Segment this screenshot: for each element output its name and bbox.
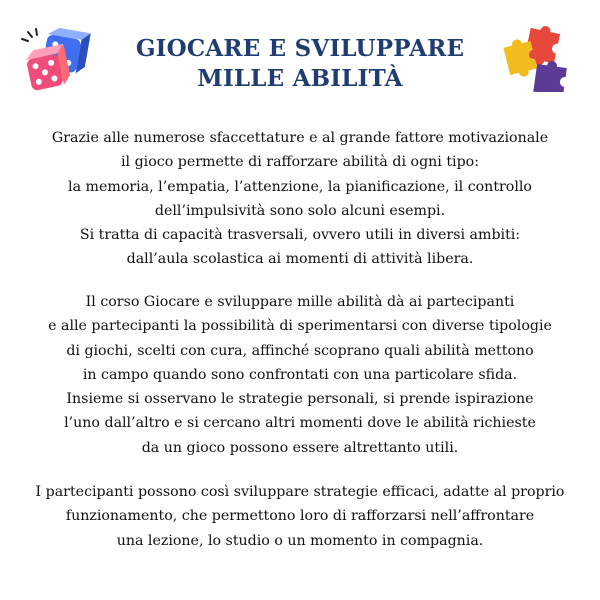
paragraph-line: di giochi, scelti con cura, affinché scoprano quali abilità mettono — [66, 342, 534, 359]
paragraph-line: Insieme si osservano le strategie personali, si prende ispirazione — [66, 391, 534, 408]
paragraph-1 — [20, 126, 580, 272]
page-title — [90, 34, 510, 94]
title-line-1: GIOCARE E SVILUPPARE — [135, 35, 465, 62]
paragraph-3 — [20, 480, 580, 553]
paragraph-line: funzionamento, che permettono loro di rafforzarsi nell’affrontare — [65, 508, 535, 525]
paragraph-line: dell’impulsività sono solo alcuni esempi. — [154, 202, 446, 219]
paragraph-line: Il corso Giocare e sviluppare mille abilità dà ai partecipanti — [85, 294, 515, 310]
paragraph-line: Si tratta di capacità trasversali, ovvero utili in diversi ambiti: — [79, 227, 521, 244]
paragraph-line: I partecipanti possono così sviluppare strategie efficaci, adatte al proprio — [35, 484, 565, 500]
paragraph-line: una lezione, lo studio o un momento in compagnia. — [116, 532, 484, 549]
paragraph-line: Grazie alle numerose sfaccettature e al grande fattore motivazionale — [51, 130, 549, 146]
paragraph-line: da un gioco possono essere altrettanto utili. — [141, 439, 459, 456]
paragraph-2 — [20, 290, 580, 460]
paragraph-line: la memoria, l’empatia, l’attenzione, la pianificazione, il controllo — [68, 178, 532, 195]
title-line-2: MILLE ABILITÀ — [197, 65, 403, 92]
paragraph-line: dall’aula scolastica ai momenti di attività libera. — [126, 251, 474, 268]
paragraph-line: il gioco permette di rafforzare abilità di ogni tipo: — [121, 154, 479, 171]
puzzle-pieces-icon — [498, 20, 580, 92]
paragraph-line: e alle partecipanti la possibilità di sperimentarsi con diverse tipologie — [48, 318, 552, 335]
paragraph-line: l’uno dall’altro e si cercano altri momenti dove le abilità richieste — [64, 415, 536, 432]
paragraph-line: in campo quando sono confrontati con una particolare sfida. — [82, 366, 518, 383]
